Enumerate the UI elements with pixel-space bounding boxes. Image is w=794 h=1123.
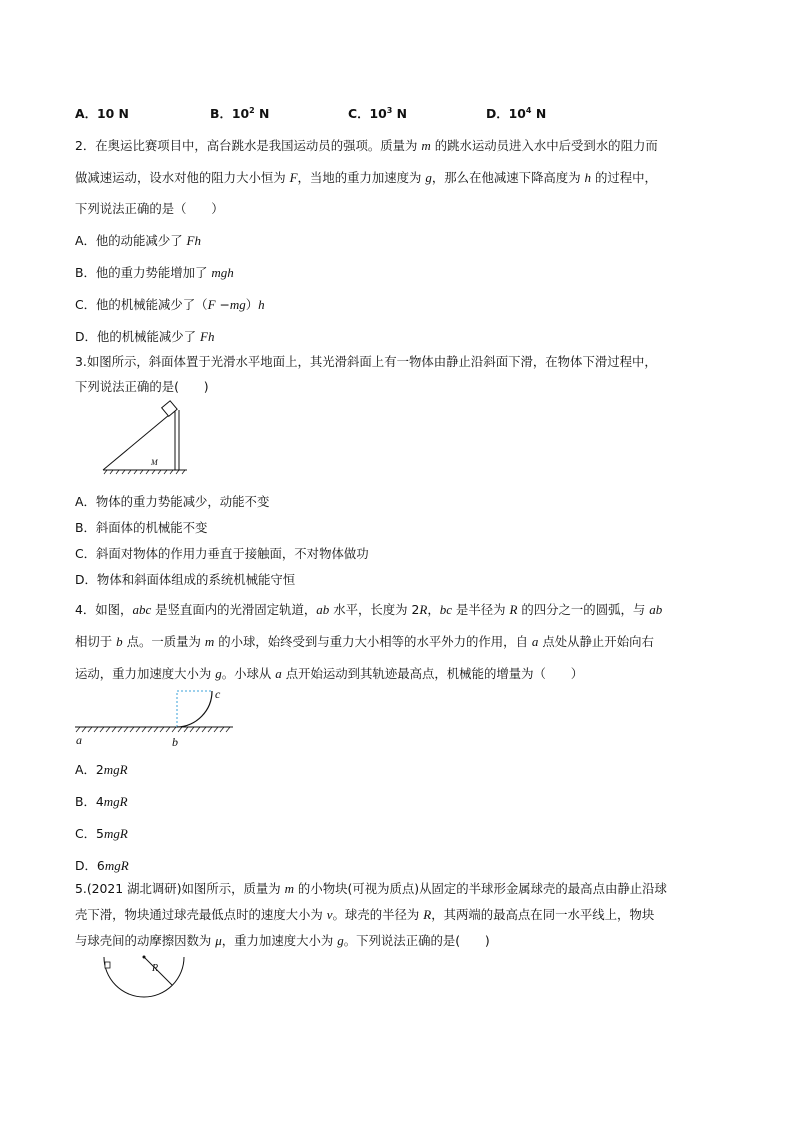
q4-stem-line-3: 运动，重力加速度大小为 g。小球从 a 点开始运动到其轨迹最高点，机械能的增量为（ ）	[75, 666, 584, 681]
q3-stem-line-1: 3.如图所示，斜面体置于光滑水平地面上，其光滑斜面上有一物体由静止沿斜面下滑，在物体下滑过程中，	[75, 354, 657, 369]
q1-option-d: D．$10^4$ N	[486, 106, 547, 121]
q1-option-c: C．$10^3$ N	[348, 106, 407, 121]
q4-option-c: C．5mgR	[75, 826, 128, 841]
q3-option-b: B．斜面体的机械能不变	[75, 520, 208, 535]
incline-mass-label: M	[151, 458, 158, 467]
point-b-label: b	[172, 735, 178, 749]
quarter-arc-track	[177, 691, 212, 727]
q5-hemisphere-figure	[95, 952, 195, 1012]
q3-stem-line-2: 下列说法正确的是( )	[75, 379, 209, 394]
q4-option-a: A．2mgR	[75, 762, 128, 777]
q2-stem-line-3: 下列说法正确的是（ ）	[75, 201, 224, 216]
q2-stem-line-2: 做减速运动，设水对他的阻力大小恒为 F，当地的重力加速度为 g，那么在他减速下降高度为 h 的过程中，	[75, 170, 657, 185]
q4-track-figure	[70, 684, 240, 752]
q4-stem-line-1: 4．如图，abc 是竖直面内的光滑固定轨道，ab 水平，长度为 2R，bc 是半径为 R 的四分之一的圆弧，与 ab	[75, 602, 663, 617]
q1-option-b: B．$10^2$ N	[210, 106, 270, 121]
q2-option-d: D．他的机械能减少了 Fh	[75, 329, 215, 344]
q3-incline-figure	[95, 398, 205, 478]
small-block	[105, 962, 110, 968]
q2-option-c: C．他的机械能减少了（F −mg）h	[75, 297, 265, 312]
shell-center	[143, 956, 146, 959]
incline-block	[103, 410, 187, 470]
q5-stem-line-3: 与球壳间的动摩擦因数为 μ，重力加速度大小为 g。下列说法正确的是( )	[75, 933, 490, 948]
q2-stem-line-1: 2．在奥运比赛项目中，高台跳水是我国运动员的强项。质量为 m 的跳水运动员进入水中后受到水的阻力而	[75, 138, 658, 153]
q2-option-b: B．他的重力势能增加了 mgh	[75, 265, 234, 280]
q2-option-a: A．他的动能减少了 Fh	[75, 233, 201, 248]
point-c-label: c	[215, 687, 221, 701]
q3-option-a: A．物体的重力势能减少，动能不变	[75, 494, 270, 509]
q4-option-b: B．4mgR	[75, 794, 128, 809]
q5-stem-line-1: 5.(2021 湖北调研)如图所示，质量为 m 的小物块(可视为质点)从固定的半球形金属球壳的最高点由静止沿球	[75, 881, 667, 896]
hemispherical-shell	[104, 957, 184, 997]
q4-stem-line-2: 相切于 b 点。一质量为 m 的小球，始终受到与重力大小相等的水平外力的作用，自 a 点处从静止开始向右	[75, 634, 654, 649]
q3-option-d: D．物体和斜面体组成的系统机械能守恒	[75, 572, 296, 587]
q3-option-c: C．斜面对物体的作用力垂直于接触面，不对物体做功	[75, 546, 369, 561]
q5-stem-line-2: 壳下滑，物块通过球壳最低点时的速度大小为 v。球壳的半径为 R，其两端的最高点在同一水平线上，物块	[75, 907, 655, 922]
radius-label: R	[152, 963, 159, 974]
track-hatching	[76, 727, 230, 732]
q4-option-d: D．6mgR	[75, 858, 129, 873]
point-a-label: a	[76, 733, 82, 747]
ground-hatching	[104, 470, 185, 474]
q1-option-a: A．10 N	[75, 106, 129, 121]
